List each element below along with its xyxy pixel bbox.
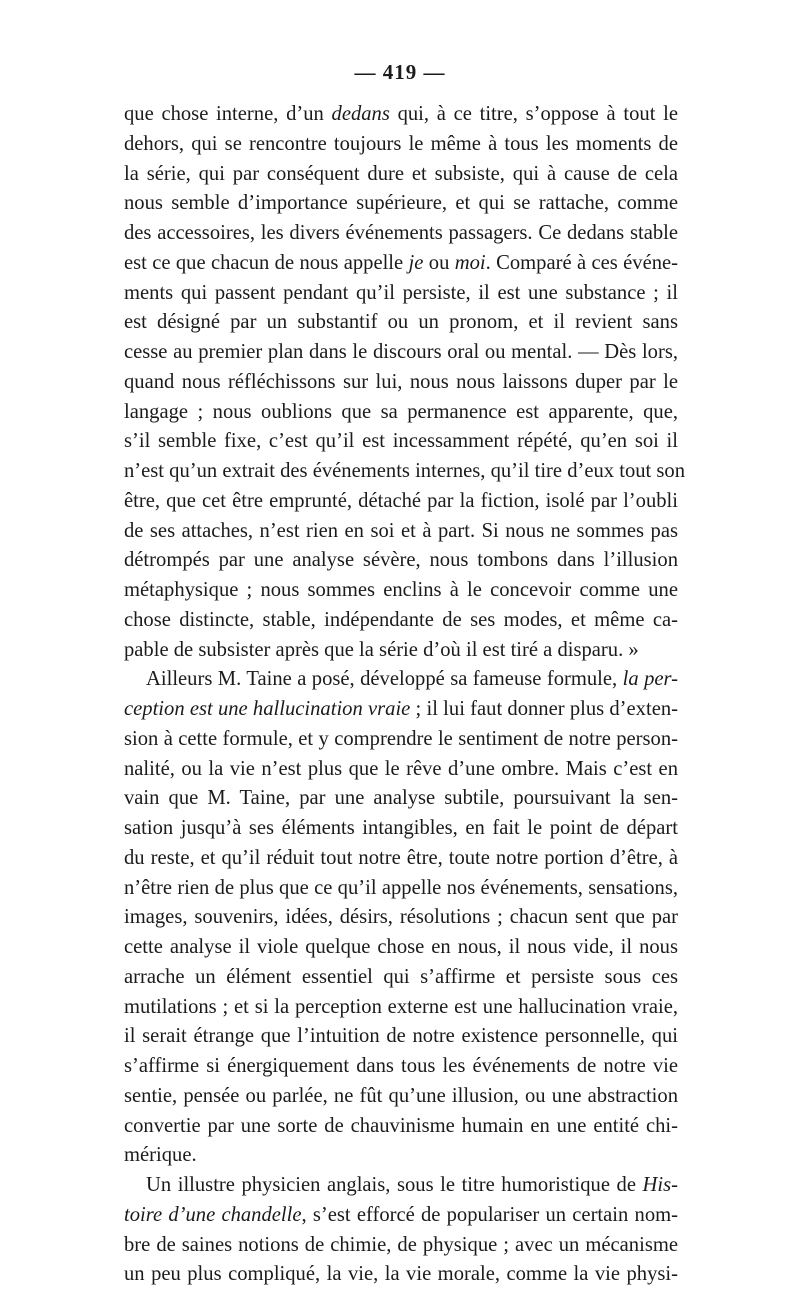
text-line: mutilations ; et si la perception externe est une hallucination vraie, [124,995,678,1018]
text-line: détrompés par une analyse sévère, nous tombons dans l’illusion [124,549,678,572]
text-line: vain que M. Taine, par une analyse subtile, poursuivant la sen- [124,787,678,810]
text-line: n’être rien de plus que ce qu’il appelle nos événements, sensations, [124,876,678,899]
text-line: ments qui passent pendant qu’il persiste, il est une substance ; il [124,281,678,304]
text-line: n’est qu’un extrait des événements internes, qu’il tire d’eux tout son [124,460,686,482]
text-line: pable de subsister après que la série d’où il est tiré a disparu. » [124,638,639,661]
text-line: sion à cette formule, et y comprendre le sentiment de notre person- [124,727,678,750]
text-line: Ailleurs M. Taine a posé, développé sa fameuse formule, la per- [146,668,678,691]
text-line: s’il semble fixe, c’est qu’il est incessamment répété, qu’en soi il [124,430,678,453]
text-line: dehors, qui se rencontre toujours le même à tous les moments de [124,132,678,155]
text-line: sentie, pensée ou parlée, ne fût qu’une illusion, ou une abstraction [124,1084,678,1107]
text-line: il serait étrange que l’intuition de notre existence personnelle, qui [124,1025,678,1048]
text-line: est désigné par un substantif ou un pronom, et il revient sans [124,311,678,334]
text-line: nalité, ou la vie n’est plus que le rêve d’une ombre. Mais c’est en [124,757,678,780]
text-line: un peu plus compliqué, la vie, la vie morale, comme la vie physi- [124,1263,678,1286]
text-line: arrache un élément essentiel qui s’affirme et persiste sous ces [124,965,678,988]
text-line: que chose interne, d’un dedans qui, à ce titre, s’oppose à tout le [124,103,678,125]
text-line: langage ; nous oublions que sa permanence est apparente, que, [124,400,678,423]
text-line: de ses attaches, n’est rien en soi et à part. Si nous ne sommes pas [124,519,678,542]
body-text [124,100,686,1290]
text-line: nous semble d’importance supérieure, et qui se rattache, comme [124,192,678,215]
text-line: la série, qui par conséquent dure et subsiste, qui à cause de cela [124,162,678,185]
text-line: métaphysique ; nous sommes enclins à le concevoir comme une [124,579,678,601]
text-line: cette analyse il viole quelque chose en nous, il nous vide, il nous [124,936,678,958]
text-line: s’affirme si énergiquement dans tous les événements de notre vie [124,1055,678,1077]
text-line: ception est une hallucination vraie ; il lui faut donner plus d’exten- [124,698,678,720]
text-line: des accessoires, les divers événements passagers. Ce dedans stable [124,222,678,244]
text-line: mérique. [124,1144,197,1167]
text-line: images, souvenirs, idées, désirs, résolutions ; chacun sent que par [124,906,678,929]
text-line: cesse au premier plan dans le discours oral ou mental. — Dès lors, [124,341,678,363]
text-line: du reste, et qu’il réduit tout notre être, toute notre portion d’être, à [124,846,678,869]
text-line: est ce que chacun de nous appelle je ou moi. Comparé à ces événe- [124,251,679,274]
page-number: — 419 — [354,60,446,84]
text-line: Un illustre physicien anglais, sous le titre humoristique de His- [146,1174,678,1196]
text-line: convertie par une sorte de chauvinisme humain en une entité chi- [124,1114,678,1137]
text-line: quand nous réfléchissons sur lui, nous nous laissons duper par le [124,370,678,393]
text-line: être, que cet être emprunté, détaché par la fiction, isolé par l’oubli [124,489,678,512]
text-line: toire d’une chandelle, s’est efforcé de populariser un certain nom- [124,1203,678,1226]
text-line: chose distincte, stable, indépendante de ses modes, et même ca- [124,608,678,631]
text-line: bre de saines notions de chimie, de physique ; avec un mécanisme [124,1233,678,1256]
text-line: sation jusqu’à ses éléments intangibles, en fait le point de départ [124,817,678,839]
